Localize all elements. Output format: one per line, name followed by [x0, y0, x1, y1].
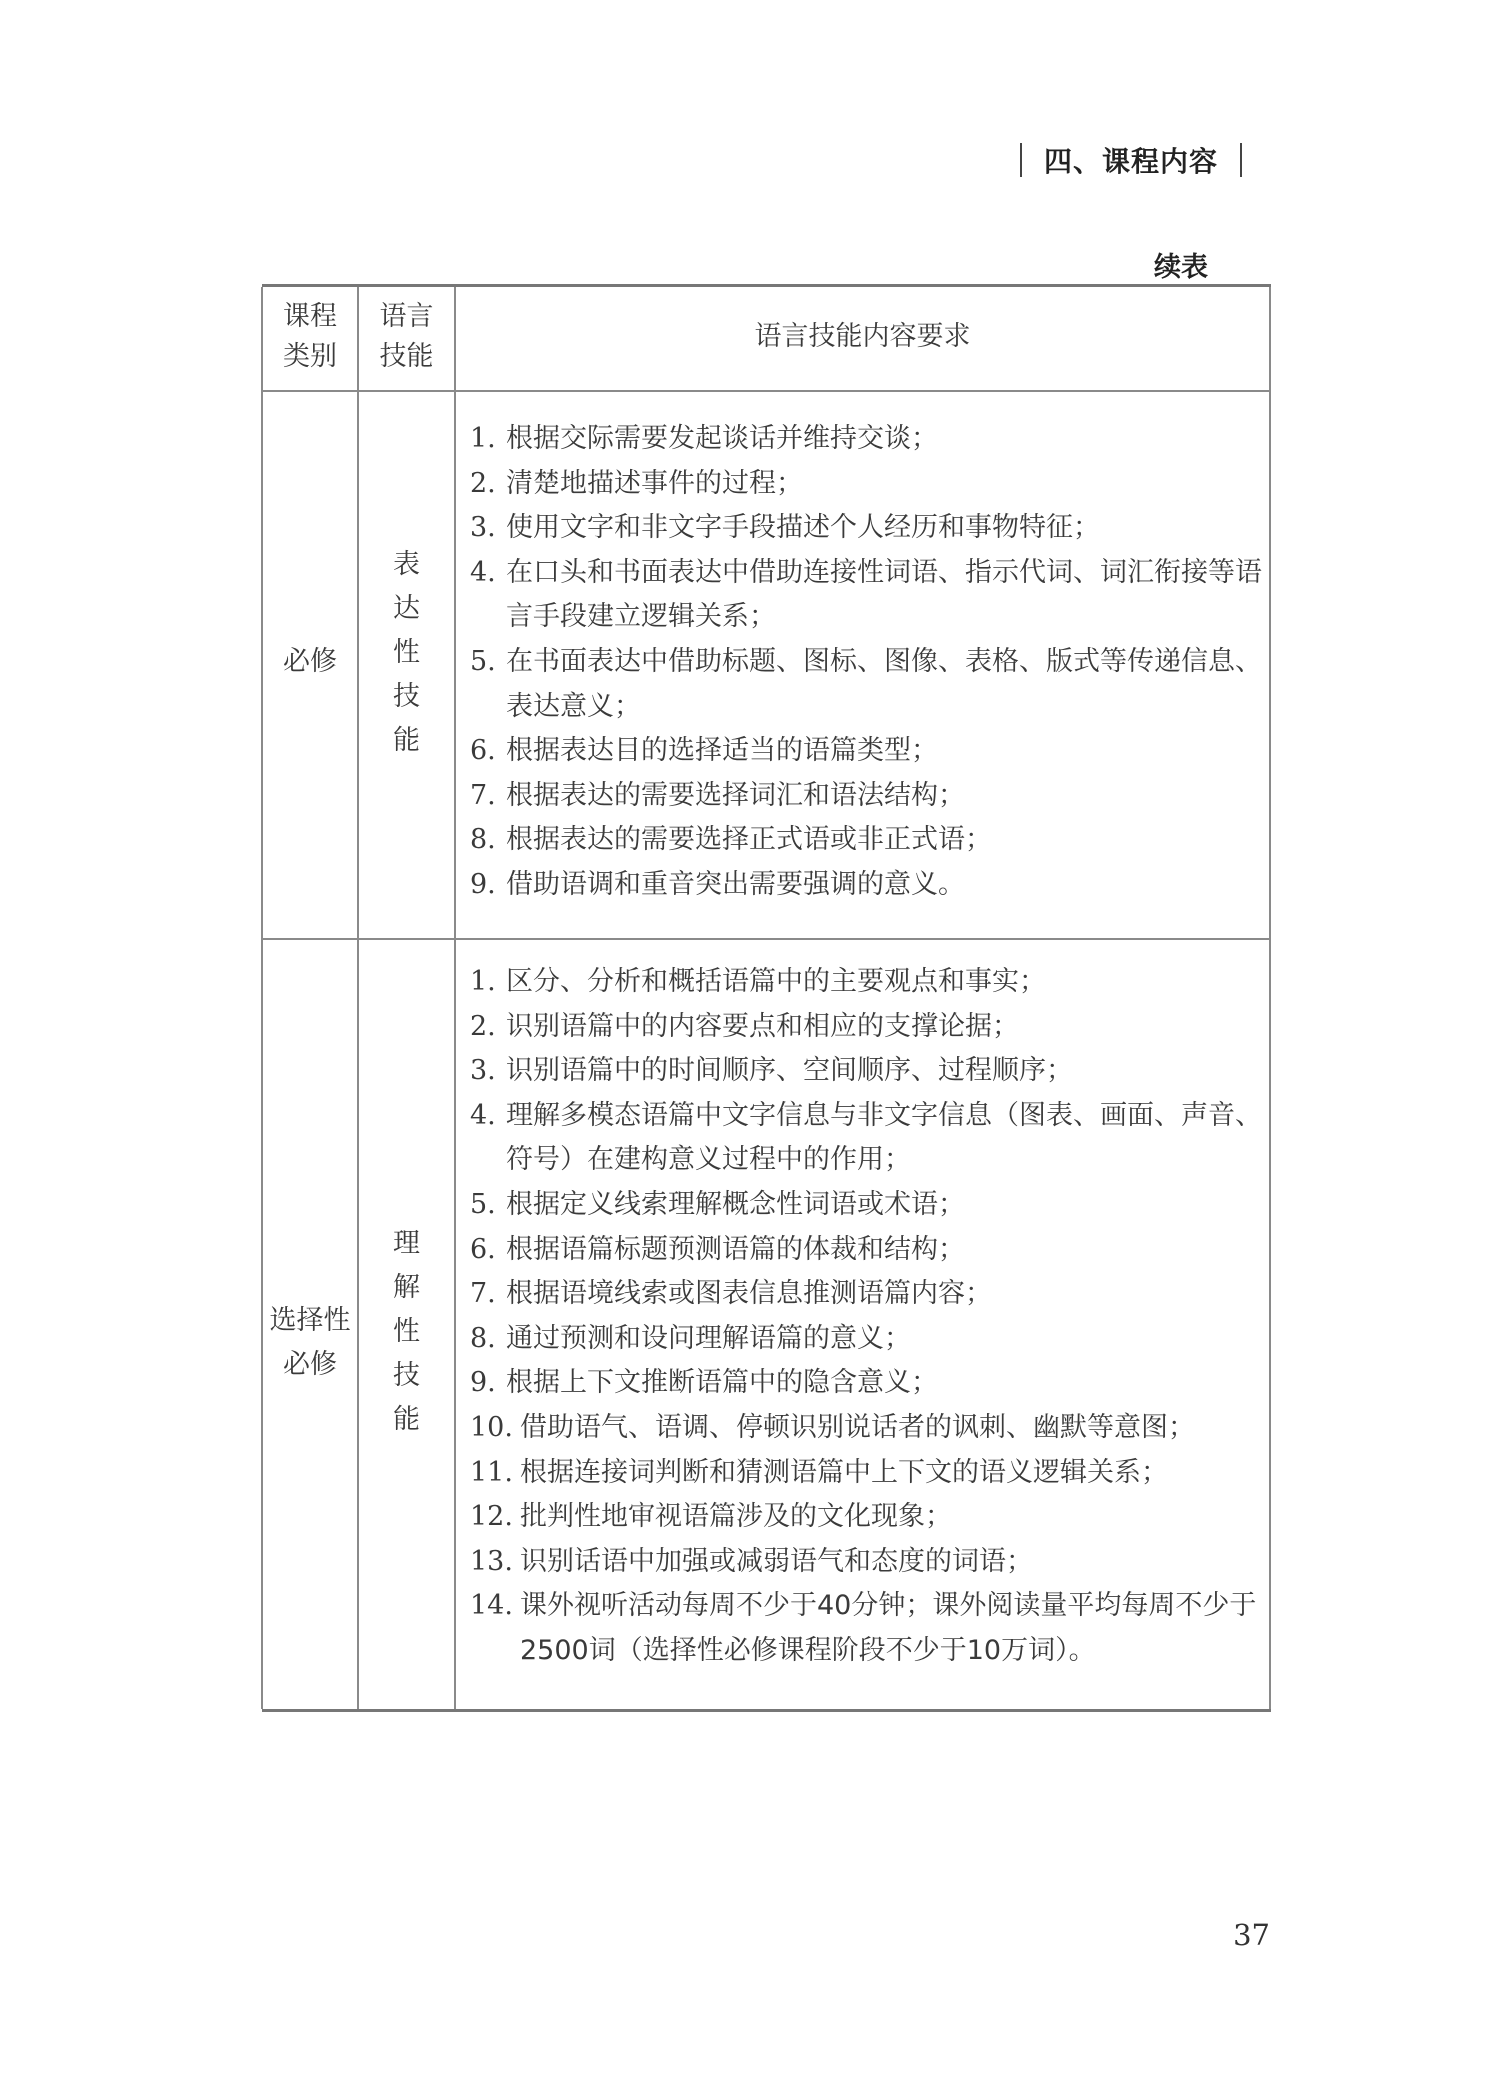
header-language-skill-line-2: 技能	[379, 341, 434, 372]
item-text: 区分、分析和概括语篇中的主要观点和事实；	[506, 966, 1046, 997]
row1-category	[262, 389, 358, 935]
item-text: 根据定义线索理解概念性词语或术语；	[506, 1188, 965, 1220]
item-number: 6.	[470, 735, 496, 767]
list-item	[470, 863, 1270, 908]
row2-category-line-1: 选择性	[269, 1305, 351, 1336]
item-text: 根据表达的需要选择词汇和语法结构；	[506, 779, 965, 811]
row2-skill	[358, 937, 455, 1709]
header-right-bar	[1240, 143, 1242, 177]
list-item	[470, 1584, 1270, 1673]
item-text: 识别语篇中的内容要点和相应的支撑论据；	[506, 1010, 1019, 1042]
item-number: 8.	[470, 824, 496, 856]
list-item	[470, 1005, 1270, 1050]
list-item	[470, 417, 1270, 462]
header-course-category-line-2: 类别	[283, 341, 337, 372]
item-number: 13.	[470, 1545, 513, 1577]
table-caption: 续表	[1154, 252, 1208, 283]
item-text: 通过预测和设问理解语篇的意义；	[506, 1322, 911, 1354]
list-item	[470, 1272, 1270, 1317]
item-text: 识别话语中加强或减弱语气和态度的词语；	[520, 1545, 1033, 1577]
row2-category-line-2: 必修	[283, 1349, 337, 1380]
list-item	[470, 1049, 1270, 1094]
item-number: 5.	[470, 1188, 496, 1220]
item-text: 课外视听活动每周不少于40分钟；课外阅读量平均每周不少于2500词（选择性必修课程阶段不少于10万词）。	[520, 1590, 1257, 1666]
list-item	[470, 1406, 1270, 1451]
item-text: 根据表达目的选择适当的语篇类型；	[506, 735, 938, 767]
item-number: 8.	[470, 1322, 496, 1354]
row1-skill	[358, 389, 455, 935]
list-item	[470, 1183, 1270, 1228]
item-text: 根据语境线索或图表信息推测语篇内容；	[506, 1278, 992, 1310]
row1-skill-char-5: 能	[393, 725, 420, 756]
item-text: 根据交际需要发起谈话并维持交谈；	[506, 423, 938, 454]
item-number: 4.	[470, 556, 496, 588]
item-number: 3.	[470, 512, 496, 544]
row2-category	[262, 937, 358, 1709]
row2-skill-char-4: 技	[393, 1360, 420, 1391]
item-number: 2.	[470, 467, 496, 499]
item-text: 在书面表达中借助标题、图标、图像、表格、版式等传递信息、表达意义；	[506, 645, 1262, 722]
list-item	[470, 1228, 1270, 1273]
item-number: 9.	[470, 868, 496, 900]
item-number: 7.	[470, 779, 496, 811]
row1-skill-char-2: 达	[393, 593, 420, 624]
running-header	[998, 140, 1264, 180]
list-item	[470, 1094, 1270, 1183]
item-number: 11.	[470, 1456, 513, 1488]
item-text: 批判性地审视语篇涉及的文化现象；	[520, 1501, 952, 1533]
list-item	[470, 960, 1270, 1005]
item-text: 根据语篇标题预测语篇的体裁和结构；	[506, 1233, 965, 1265]
list-item	[470, 640, 1270, 729]
row2-skill-char-3: 性	[393, 1316, 420, 1347]
row1-skill-char-4: 技	[393, 681, 420, 712]
item-text: 理解多模态语篇中文字信息与非文字信息（图表、画面、声音、符号）在建构意义过程中的作用；	[506, 1099, 1262, 1176]
item-number: 9.	[470, 1367, 496, 1399]
row1-requirements-list	[470, 417, 1270, 908]
item-text: 根据上下文推断语篇中的隐含意义；	[506, 1367, 938, 1399]
row1-skill-char-1: 表	[393, 549, 420, 580]
header-requirements	[455, 287, 1270, 387]
list-item	[470, 1451, 1270, 1496]
running-header-title: 四、课程内容	[1043, 145, 1218, 178]
row2-skill-char-1: 理	[393, 1228, 420, 1259]
item-number: 4.	[470, 1099, 496, 1131]
item-text: 清楚地描述事件的过程；	[506, 467, 803, 499]
header-language-skill-line-1: 语言	[379, 301, 434, 332]
row1-category-label: 必修	[283, 646, 337, 677]
list-item	[470, 1495, 1270, 1540]
header-language-skill	[358, 287, 455, 387]
item-number: 5.	[470, 645, 496, 677]
item-number: 6.	[470, 1233, 496, 1265]
item-number: 2.	[470, 1010, 496, 1042]
list-item	[470, 774, 1270, 819]
list-item	[470, 1361, 1270, 1406]
item-number: 12.	[470, 1501, 513, 1533]
row1-skill-char-3: 性	[393, 637, 420, 668]
list-item	[470, 1317, 1270, 1362]
page-number: 37	[1233, 1918, 1270, 1952]
list-item	[470, 506, 1270, 551]
row2-skill-char-5: 能	[393, 1404, 420, 1435]
header-course-category	[262, 287, 358, 387]
list-item	[470, 551, 1270, 640]
list-item	[470, 1540, 1270, 1585]
header-left-bar	[1020, 143, 1022, 177]
header-course-category-line-1: 课程	[283, 301, 337, 332]
item-text: 根据表达的需要选择正式语或非正式语；	[506, 824, 992, 856]
item-number: 1.	[470, 966, 496, 997]
list-item	[470, 462, 1270, 507]
row2-skill-char-2: 解	[393, 1272, 420, 1303]
item-text: 使用文字和非文字手段描述个人经历和事物特征；	[506, 512, 1100, 544]
item-number: 10.	[470, 1411, 513, 1443]
header-requirements-label: 语言技能内容要求	[754, 321, 971, 352]
item-number: 3.	[470, 1055, 496, 1087]
item-text: 在口头和书面表达中借助连接性词语、指示代词、词汇衔接等语言手段建立逻辑关系；	[506, 556, 1262, 633]
list-item	[470, 729, 1270, 774]
item-number: 7.	[470, 1278, 496, 1310]
row2-requirements-list	[470, 960, 1270, 1674]
item-text: 根据连接词判断和猜测语篇中上下文的语义逻辑关系；	[520, 1456, 1168, 1488]
item-number: 1.	[470, 423, 496, 454]
item-text: 借助语调和重音突出需要强调的意义。	[506, 868, 965, 900]
list-item	[470, 818, 1270, 863]
item-number: 14.	[470, 1590, 513, 1622]
item-text: 借助语气、语调、停顿识别说话者的讽刺、幽默等意图；	[520, 1411, 1195, 1443]
item-text: 识别语篇中的时间顺序、空间顺序、过程顺序；	[506, 1055, 1073, 1087]
